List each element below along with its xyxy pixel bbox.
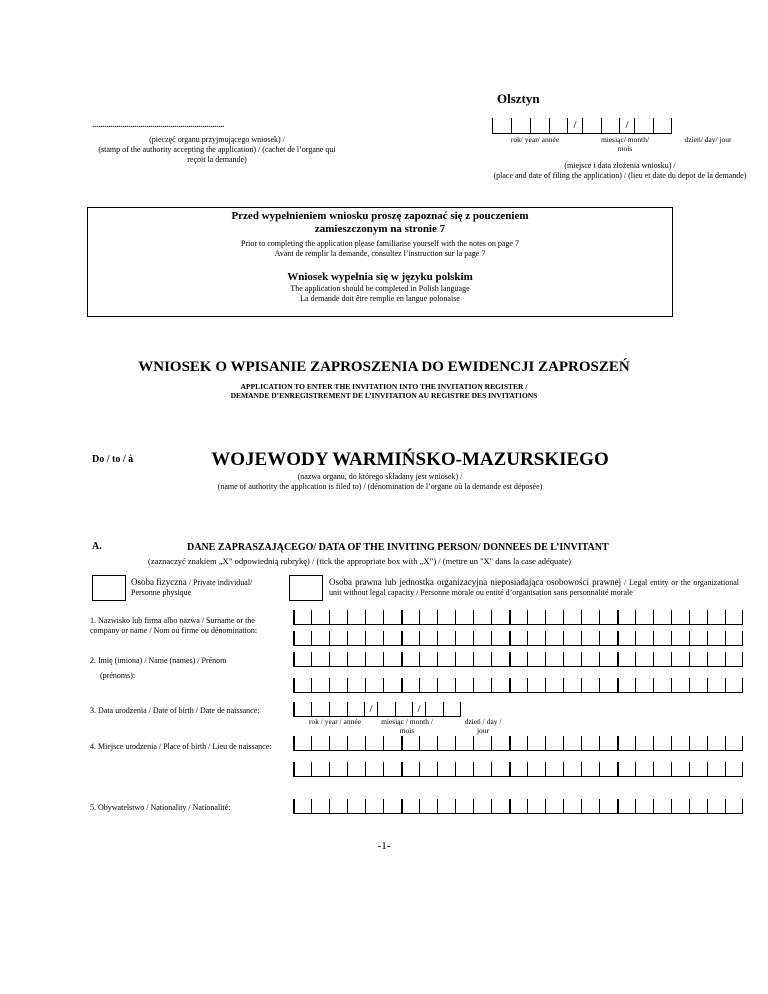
filing-year-label: rok/ year/ année	[510, 135, 560, 144]
dob-year-label: rok / year / année	[308, 717, 362, 726]
names-boxes[interactable]	[293, 652, 743, 667]
section-a-instruction: (zaznaczyć znakiem „X” odpowiednią rubrykę) / (tick the appropriate box with „X”) / (mettre un "X" dans la case adéquate)	[148, 556, 572, 566]
filing-month-label: miesiąc/ month/ mois	[600, 135, 650, 153]
to-label: Do / to / à	[92, 454, 134, 465]
dob-boxes[interactable]	[293, 702, 461, 717]
names-boxes-row2[interactable]	[293, 678, 743, 693]
nationality-boxes[interactable]	[293, 799, 743, 814]
form-subtitle-fr: DEMANDE D’ENREGISTREMENT DE L’INVITATION AU REGISTRE DES INVITATIONS	[230, 391, 538, 400]
surname-boxes[interactable]	[293, 610, 743, 625]
place-date-caption: (miejsce i data złożenia wniosku) / (place and date of filing the application) / (lieu et date du depot de la demande)	[493, 161, 747, 180]
section-a-letter: A.	[92, 541, 102, 552]
signature-dots: ..................................................................	[92, 119, 224, 130]
notice-en: Prior to completing the application please familiarise yourself with the notes on page 7	[241, 239, 519, 248]
language-title: Wniosek wypełnia się w języku polskim	[287, 271, 473, 283]
dob-label: 3. Data urodzenia / Date of birth / Date de naissance:	[90, 706, 260, 715]
notice-fr: Avant de remplir la demande, consultez l’instruction sur la page 7	[274, 249, 486, 258]
legal-entity-label: Osoba prawna lub jednostka organizacyjna nieposiadająca osobowości prawnej / Legal entity or the organizational unit without legal capacity / Personne morale ou entité d’organisation sans personnalité morale	[329, 577, 740, 597]
authority-name: WOJEWODY WARMIŃSKO-MAZURSKIEGO	[211, 449, 609, 470]
date-separator: /	[369, 703, 373, 715]
filing-date-boxes[interactable]	[492, 118, 672, 134]
language-fr: La demande doit être remplie en langue polonaise	[300, 294, 460, 303]
form-title: WNIOSEK O WPISANIE ZAPROSZENIA DO EWIDENCJI ZAPROSZEŃ	[138, 359, 630, 375]
pob-boxes-row2[interactable]	[293, 762, 743, 777]
dob-month-label: miesiąc / month / mois	[381, 717, 433, 735]
date-separator: /	[573, 119, 577, 131]
date-separator: /	[625, 119, 629, 131]
nationality-label: 5. Obywatelstwo / Nationality / Nationalité:	[90, 803, 231, 812]
legal-entity-checkbox[interactable]	[289, 575, 323, 601]
page-number: -1-	[377, 840, 391, 852]
private-individual-checkbox[interactable]	[92, 575, 126, 601]
names-label-cont: (prénoms):	[100, 671, 136, 680]
surname-label: 1. Nazwisko lub firma albo nazwa / Surname or the company or name / Nom ou firme ou dénomination:	[90, 616, 258, 635]
notice-title-line2: zamieszczonym na stronie 7	[314, 223, 446, 235]
language-en: The application should be completed in Polish language	[290, 284, 470, 293]
names-label: 2. Imię (imiona) / Name (names) / Prénom	[90, 656, 227, 665]
form-subtitle-en: APPLICATION TO ENTER THE INVITATION INTO THE INVITATION REGISTER /	[240, 382, 528, 391]
filing-day-label: dzień/ day/ jour	[684, 135, 732, 144]
dob-day-label: dzień / day / jour	[464, 717, 502, 735]
stamp-caption: (pieczęć organu przyjmującego wniosek) / (stamp of the authority accepting the application) / (cachet de l’organe qui reçoit la demande)	[98, 135, 336, 164]
pob-boxes[interactable]	[293, 736, 743, 751]
section-a-title: DANE ZAPRASZAJĄCEGO/ DATA OF THE INVITING PERSON/ DONNEES DE L’INVITANT	[187, 542, 609, 553]
city-label: Olsztyn	[497, 91, 540, 106]
notice-title: Przed wypełnieniem wniosku proszę zapoznać się z pouczeniem	[231, 210, 529, 222]
authority-caption: (nazwa organu, do którego składany jest wniosek) / (name of authority the application is filed to) / (dénomination de l’organe où la demande est déposée)	[217, 472, 543, 491]
date-separator: /	[417, 703, 421, 715]
notice-box	[87, 207, 673, 317]
pob-label: 4. Miejsce urodzenia / Place of birth / Lieu de naissance:	[90, 742, 272, 751]
private-individual-label: Osoba fizyczna / Private individual/ Personne physique	[131, 577, 253, 597]
surname-boxes-row2[interactable]	[293, 631, 743, 646]
